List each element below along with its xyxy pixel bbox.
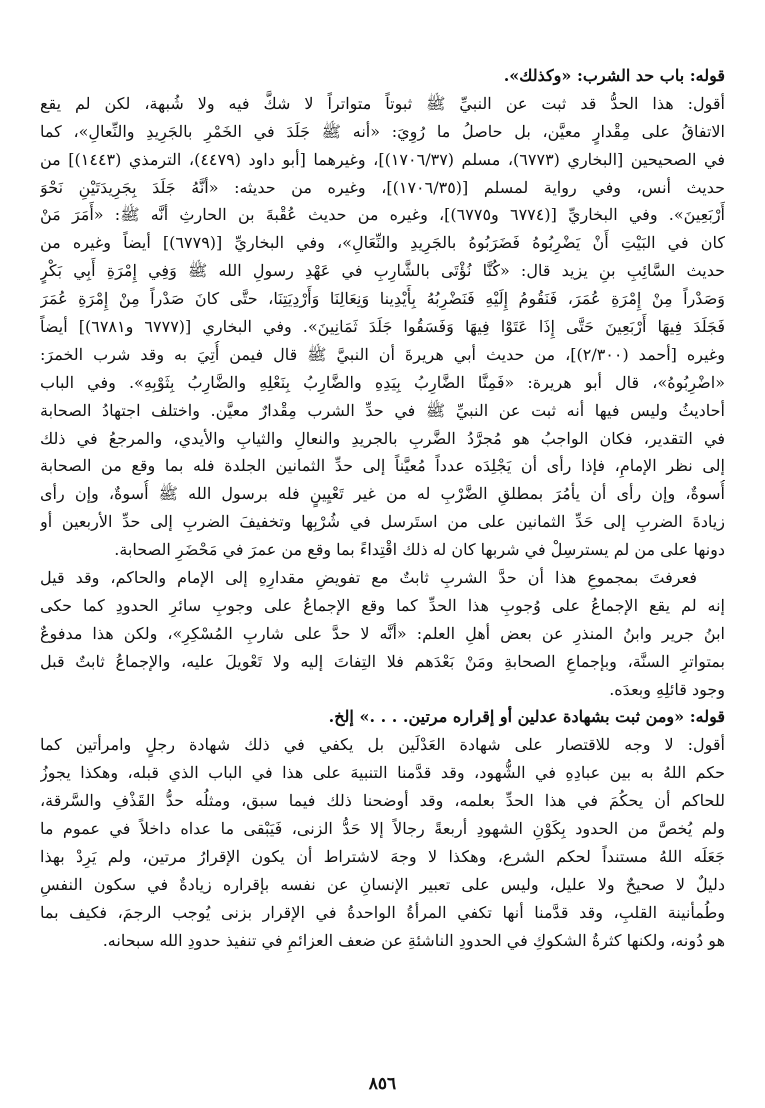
text-line: ابنُ جرير وابنُ المنذرِ عن بعض أهلِ العلم: «أنَّه لا حدَّ على شاربِ المُسْكِرِ»، ولكن هذا مدفوعٌ bbox=[40, 623, 725, 643]
text-line: أقول: هذا الحدُّ قد ثبت عن النبيِّ ﷺ ثبوتاً متواتراً لا شكَّ فيه ولا شُبهة، لكن لم يقع bbox=[40, 93, 725, 113]
text-line: في التقدير، فكان الواجبُ هو مُجرَّدُ الضَّربِ بالجريدِ والنعالِ والثيابِ والأيدي، والمرجعُ في ذلك bbox=[40, 428, 725, 448]
text-line: زيادةَ الضربِ إلى حَدِّ الثمانين على من استَرسل في شُرْبِها وتخفيفَ الضربِ إلى حدِّ الأربعين أو bbox=[40, 512, 725, 532]
text-line: دونها على من لم يسترسِلْ في شربها كان له ذلك اقْتِداءً بما وقع من عمرَ في مَحْضَرِ الصحابة. bbox=[114, 540, 725, 560]
text-line: بمتواترِ السنَّة، وبإجماعِ الصحابةِ ومَنْ بَعْدَهم فلا التِفاتَ إليه ولا تَعْويلَ عليه، والإجماعُ ثابتٌ قبل bbox=[40, 651, 725, 671]
section-heading: قوله: «ومن ثبت بشهادة عدلين أو إقراره مرتين. . . .» إلخ. bbox=[328, 707, 725, 727]
text-line: أُسوةٌ، وإن رأى أن يأمُرَ بمطلقِ الضَّرْبِ له من غير تَعْيِينٍ فله برسول الله ﷺ أُسوةٌ، وإن رأى bbox=[40, 484, 725, 504]
text-line: وجود قائلِهِ وبعدَه. bbox=[609, 679, 725, 699]
text-line: أَرْبَعِينَ». وفي البخاريِّ [(٦٧٧٤ و٦٧٧٥)]، وغيره من حديث عُقْبةَ بن الحارثِ أنَّه ﷺ: «أَمَرَ مَنْ bbox=[40, 205, 725, 225]
text-line: الاتفاقُ على مِقْدارٍ معيَّن، بل حاصلُ ما رُوِيَ: «أنه ﷺ جَلَدَ في الخَمْرِ بالجَرِيدِ والنِّعالِ»، كما bbox=[40, 121, 725, 141]
text-line: دليلٌ لا صحيحٌ ولا عليل، وليس على تعبير الإنسانِ عن نفسه بإقراره زيادةٌ في سكون النفسِ bbox=[40, 874, 725, 894]
text-line: هو دُونه، ولكنها كثرةُ الشكوكِ في الحدودِ الناشئةِ عن ضعف العزائمِ في تنفيذ حدودِ الله سبحانه. bbox=[102, 930, 725, 950]
text-line: فَجَلَدَ فِيهَا أَرْبَعِينَ حَتَّى إِذَا عَتَوْا فِيهَا وَفَسَقُوا جَلَدَ ثَمَانِينَ». وفي البخاري [(٦٧٧٧ و٦٧٨١)] أيضاً bbox=[40, 317, 725, 337]
text-line: حديث أنس، وفي رواية لمسلم [(١٧٠٦/٣٥)]، وغيره من حديثه: «أنَّهُ جَلَدَ بِجَرِيدَتَيْنِ نَحْوَ bbox=[40, 177, 725, 197]
text-line: حكم اللهُ به بين عبادِهِ في الشُّهود، وقد قدَّمنا التنبيهَ على هذا في الباب الذي قبله، وهكذا يجوزُ bbox=[40, 763, 725, 783]
text-line: في الصحيحين [البخاري (٦٧٧٣)، مسلم (١٧٠٦/٣٧)]، وغيرهما [أبو داود (٤٤٧٩)، الترمذي (١٤٤٣)] من bbox=[40, 149, 725, 169]
section-heading: قوله: باب حد الشرب: «وكذلك». bbox=[503, 66, 725, 85]
text-line: وَصَدْراً مِنْ إِمْرَةِ عُمَرَ، فَنَقُومُ إِلَيْهِ فَنَضْرِبُهُ بِأَيْدِينا وَنِعَالِنَا وَأَرْدِيَتِنَا، حتَّى كانَ صَدْراً مِنْ إِمْرَةِ عُمَرَ bbox=[40, 289, 725, 309]
text-line: للحاكم أن يحكُمَ في هذا الحدِّ بعلمه، وقد أوضحنا ذلك فيما سبق، ومثلُه حدُّ القَذْفِ والسَّرقة، bbox=[40, 791, 725, 811]
text-line: كان في البَيْتِ أَنْ يَضْرِبُوهُ فَضَرَبُوهُ بالجَرِيدِ والنِّعَالِ»، وفي البخاريِّ [(٦٧٧٩)] أيضاً وغيره من bbox=[40, 233, 725, 253]
text-line: وغيره [أحمد (٢/٣٠٠)]، من حديث أبي هريرةَ أن النبيَّ ﷺ قال فيمن أُتِيَ به وقد شرب الخمرَ: bbox=[40, 344, 725, 364]
text-line: وطُمأنينة القلبِ، وقد قدَّمنا أنها تكفي المرأةُ الواحدةُ في الإقرار بزنى يُوجب الرجمَ، فكيف بما bbox=[40, 902, 725, 922]
text-line: ولم يُخصَّ من الحدود بِكَوْنِ الشهودِ أربعةً رجالاً إلا حَدُّ الزنى، فَيَبْقى ما عداه داخلاً في عموم ما bbox=[40, 819, 725, 839]
text-line: إلى نظر الإمامِ، فإذا رأى أن يَجْلِدَه عدداً مُعيَّناً إلى حدِّ الثمانين الجلدة فله بما وقع من الصحابة bbox=[40, 456, 725, 476]
text-line: حديث السَّائِبِ بنِ يزيد قال: «كُنَّا نُؤْتَى بالشَّارِبِ في عَهْدِ رسولِ الله ﷺ وَفِي إِمْرَةِ أَبِي بَكْرٍ bbox=[40, 261, 725, 281]
text-line: أحاديثُ وليس فيها أنه ثبت عن النبيِّ ﷺ في حدِّ الشرب مِقْدارٌ معيَّن. واختلف اجتهادُ الصحابة bbox=[40, 400, 725, 420]
text-line: جَعَلَه اللهُ مستنداً لحكم الشرع، وهكذا لا وجهَ لاشتراط أن يكون الإقرارُ مرتين، ولم يَرِدْ بهذا bbox=[40, 846, 725, 866]
page-number: ٨٥٦ bbox=[368, 1074, 397, 1094]
text-line: «اضْرِبُوهُ»، قال أبو هريرة: «فَمِنَّا الضَّارِبُ بِيَدِهِ والضَّارِبُ بِنَعْلِهِ والضَّارِبُ بِثَوْبِهِ». وفي الباب bbox=[40, 372, 725, 392]
text-line: فعرفتَ بمجموعِ هذا أن حدَّ الشربِ ثابتٌ مع تفويضِ مقدارِهِ إلى الإمام والحاكم، وقد قيل bbox=[40, 568, 697, 588]
text-line: أقول: لا وجه للاقتصار على شهادة العَدْلَين بل يكفي في ذلك شهادة رجلٍ وامرأتين كما bbox=[40, 735, 725, 755]
text-line: إنه لم يقع الإجماعُ على وُجوبِ هذا الحدِّ كما وقع الإجماعُ على وجوبِ سائرِ الحدودِ كما حكى bbox=[40, 595, 725, 615]
